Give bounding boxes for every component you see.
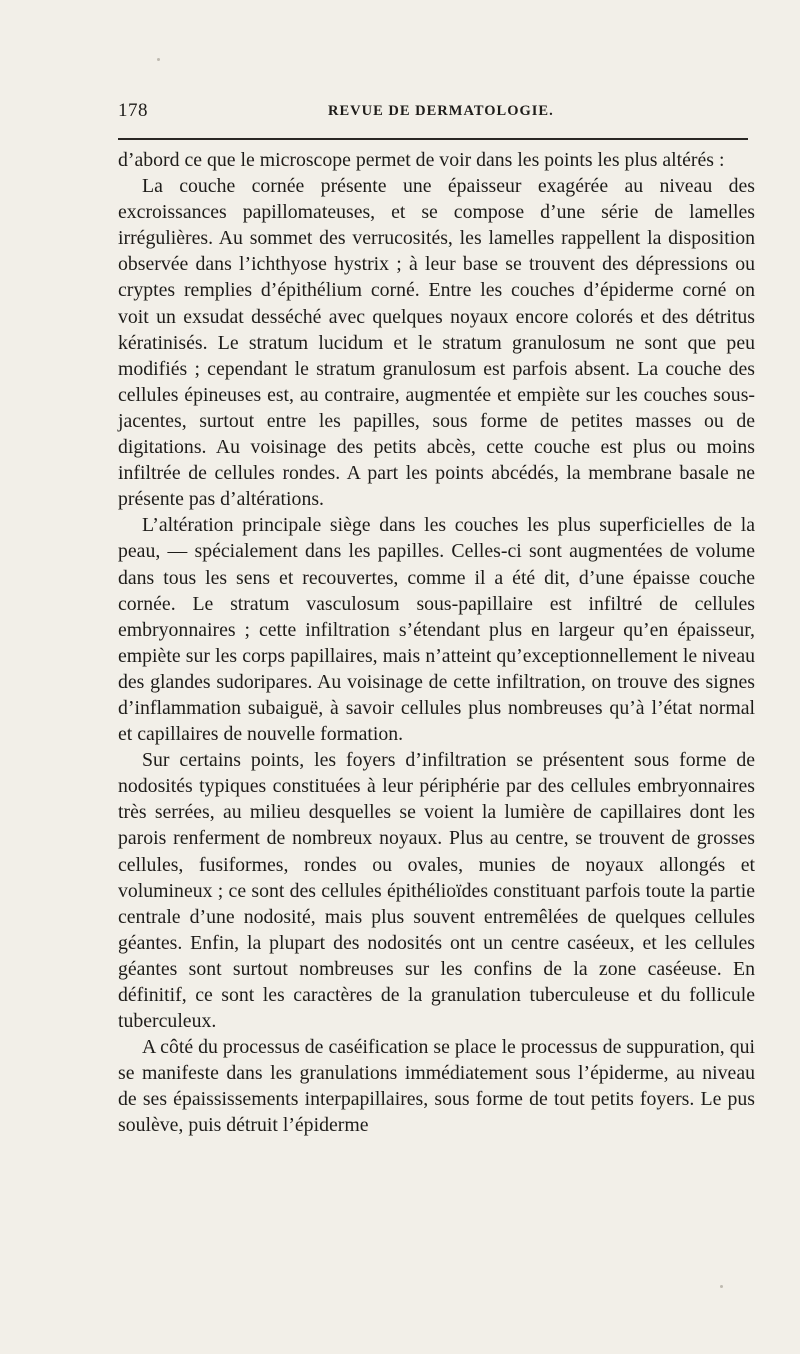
page-number: 178 <box>118 100 148 121</box>
running-title: REVUE DE DERMATOLOGIE. <box>328 103 554 119</box>
paragraph-alteration-principale: L’altération principale siège dans les couches les plus superficielles de la peau, — spécialement dans les papilles. Celles-ci sont augmentées de volume dans tous les sens et recouvertes, comme il a été dit, d’une épaisse couche cornée. Le stratum vasculosum sous-papillaire est infiltré de cellules embryonnaires ; cette infiltration s’étendant plus en largeur qu’en épaisseur, empiète sur les corps papillaires, mais n’atteint qu’exceptionnellement le niveau des glandes sudoripares. Au voisinage de cette infiltration, on trouve des signes d’inflammation subaiguë, à savoir cellules plus nombreuses qu’à l’état normal et capillaires de nouvelle formation. <box>118 514 755 746</box>
paper-speck <box>157 58 160 61</box>
paper-speck <box>720 1285 723 1288</box>
paragraph-continuation: d’abord ce que le microscope permet de voir dans les points les plus altérés : <box>118 149 725 171</box>
paragraph-suppuration: A côté du processus de caséification se place le processus de suppuration, qui se manifeste dans les granulations immédiatement sous l’épiderme, au niveau de ses épaississements interpapillaires, sous forme de tout petits foyers. Le pus soulève, puis détruit l’épiderme <box>118 1036 755 1137</box>
paragraph-couche-cornee: La couche cornée présente une épaisseur exagérée au niveau des excroissances papillomateuses, et se compose d’une série de lamelles irrégulières. Au sommet des verrucosités, les lamelles rappellent la disposition observée dans l’ichthyose hystrix ; à leur base se trouvent des dépressions ou cryptes remplies d’épithélium corné. Entre les couches d’épiderme corné on voit un exsudat desséché avec quelques noyaux encore colorés et des détritus kératinisés. Le stratum lucidum et le stratum granulosum ne sont que peu modifiés ; cependant le stratum granulosum est parfois absent. La couche des cellules épineuses est, au contraire, augmentée et empiète sur les couches sous-jacentes, surtout entre les papilles, sous forme de petites masses ou de digitations. Au voisinage des petits abcès, cette couche est plus ou moins infiltrée de cellules rondes. A part les points abcédés, la membrane basale ne présente pas d’altérations. <box>118 175 755 511</box>
body-text <box>118 147 755 1139</box>
paragraph-nodosites: Sur certains points, les foyers d’infiltration se présentent sous forme de nodosités typiques constituées à leur périphérie par des cellules embryonnaires très serrées, au milieu desquelles se voient la lumière de capillaires dont les parois renferment de nombreux noyaux. Plus au centre, se trouvent de grosses cellules, fusiformes, rondes ou ovales, munies de noyaux allongés et volumineux ; ce sont des cellules épithélioïdes constituant parfois toute la partie centrale d’une nodosité, mais plus souvent entremêlées de quelques cellules géantes. Enfin, la plupart des nodosités ont un centre caséeux, et les cellules géantes sont surtout nombreuses sur les confins de la zone caséeuse. En définitif, ce sont les caractères de la granulation tuberculeuse et du follicule tuberculeux. <box>118 749 755 1033</box>
header-rule <box>118 138 748 140</box>
page-header <box>118 100 748 126</box>
